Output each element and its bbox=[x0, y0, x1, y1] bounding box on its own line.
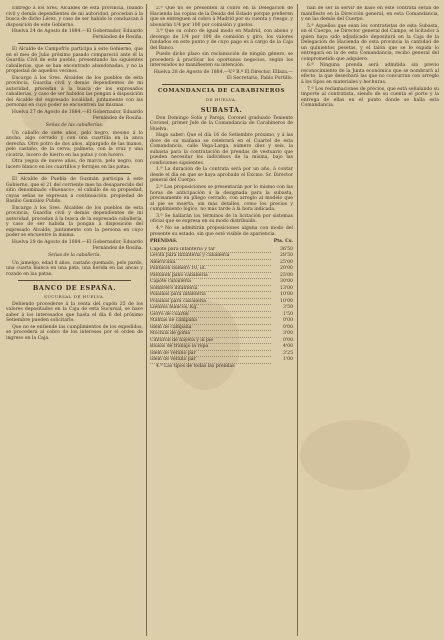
price-item: Levita para infantería y caballería bbox=[150, 253, 271, 260]
column-rule bbox=[297, 4, 298, 636]
price-value: 10'00 bbox=[280, 298, 293, 304]
paragraph: Encargo á los Sres. Alcaldes de los pueblos de esta provincia, Guardia civil y demás dependientes de mi autoridad, procedan á la busca de la expresada caballería, y caso de ser habida la pongan á disposición del expresado Alcalde, juntamente con la persona en cuyo poder se encuentre la misma. bbox=[6, 205, 143, 239]
separator bbox=[18, 43, 131, 44]
price-value: 25'00 bbox=[280, 272, 293, 278]
paragraph: Puedo dicho plazo sin reclamación de ningún género, se procederá á practicar los oportunos negocios, según los interesados no manifiesten su intención. bbox=[150, 52, 293, 69]
price-value: 0'00 bbox=[282, 324, 293, 330]
price-value: 30'00 bbox=[280, 279, 293, 284]
paragraph: 6.ª Ninguna prenda será admitida sin previo reconocimiento de la Junta económica que se nombrará al efecto, la que desechará las que no concurran con arreglo á los tipos en materiales y hechuras. bbox=[301, 63, 439, 85]
paragraph: 3.ª Se hallarán los términos de la licitación por sistemas oficial que se expresa en su modo distribuido. bbox=[150, 213, 293, 225]
price-item: Polainas para infantería bbox=[150, 292, 271, 299]
price-item: Pantalón número 10, id. bbox=[150, 266, 271, 273]
column-right bbox=[301, 6, 439, 636]
price-item: Idem de verano par bbox=[150, 351, 271, 358]
signature: Huelva 28 de Agosto de 1884.—V.º B.º El Director, Ellaza.—El Secretario, Pablo Portillo. bbox=[153, 70, 293, 81]
column-right-inner bbox=[301, 6, 439, 110]
price-value: 36'50 bbox=[280, 246, 293, 252]
paragraph: Otra yegua de nueve años, de marca, pelo negro, con lucero blanco en los cuartillos y ferrajes en las patas. bbox=[6, 159, 143, 170]
price-item: Capote caballería bbox=[150, 279, 271, 286]
column-rule bbox=[146, 4, 147, 636]
price-item: Mantas de campaña bbox=[150, 318, 271, 325]
paragraph: Debiendo procederse á la venta del cupón 25 de los valores depositados en la Caja de esta Sucursal, se hace saber á los interesados que hasta el día 6 del próximo Setiembre pueden solicitarlo. bbox=[6, 301, 143, 324]
paragraph: 4.ª Las tipos de todas las prendas bbox=[156, 363, 235, 369]
paragraph: han de ser la servir de base en este contrata serán de manifiesto en la Dirección general, en esta Comandancia, y en las demás del Cuerpo. bbox=[301, 6, 439, 22]
price-header-amount: Pts. Cs. bbox=[273, 239, 293, 244]
paragraph: Entregó á los Sres. Alcaldes de esta provincia, (bando civil y demás dependientes de mi autoridad, procedan á la busca de dicho Lérez, y caso de ser habido lo conduzcan á disposición de este Gobierno. bbox=[6, 6, 143, 28]
paragraph: Hago saber: Que el día 16 de Setiembre próximo, y á las doce de su mañana se celebrará en el Cuartel de esta Comandancia, calle Vega-Larga, número diez y seis, la subasta para la contratación de prendas de vestuario que pueden necesitar los individuos de la misma, bajo las condiciones siguientes. bbox=[150, 133, 293, 166]
paragraph: Un caballo de siete años, pelo negro, mesino á lo ancho, algo cerrado y con una cuartilla en la anca derecha. Otro potro de dos años, alpargado de las manos, pelo castaño, de la cerva, palmeta, con la cruz y una cicatriz, lucero de hierro en las patas y con lucero. bbox=[6, 130, 143, 158]
price-item: Idem de campaña bbox=[150, 325, 271, 332]
section-subtitle: Señas de las caballerías. bbox=[45, 123, 104, 129]
price-value: 3'50 bbox=[282, 305, 293, 310]
price-list bbox=[150, 247, 293, 364]
paragraph: 7.ª Los reclamaciones de precios, que está señalando su importe al contratista, siendo de su cuenta el porte y la entrega de ellas en el punto donde se halla esta Comandancia. bbox=[301, 86, 439, 109]
signature: Huelva 27 de Agosto de 1884.—El Gobernador, Eduardo Fernández de Rosiña. bbox=[11, 110, 143, 121]
section-subheading: DE HUELVA. bbox=[205, 97, 238, 103]
signature: Huelva 28 de Agosto de 1884.—El Gobernador, Eduardo Fernández de Rosiña. bbox=[11, 240, 143, 251]
price-item: Mochila de goma bbox=[150, 331, 271, 338]
separator bbox=[18, 173, 131, 174]
price-item: Capote para infantería y tar bbox=[150, 247, 271, 254]
price-value: 28'50 bbox=[280, 253, 293, 258]
price-item: Gorro de cuartel bbox=[150, 312, 271, 319]
column-middle bbox=[150, 6, 293, 636]
signature: Huelva 24 de Agosto de 1884.—El Gobernador, Eduardo Fernández de Rosiña. bbox=[11, 29, 143, 40]
column-right-split bbox=[301, 6, 439, 110]
price-value: 1'00 bbox=[282, 357, 293, 362]
price-table-header bbox=[150, 239, 293, 245]
paragraph: El Alcalde de Puebla de Guzmán participa á este Gobierno, que el 21 del corriente mes ha desaparecido del sitio denominado «Buenaco», el caballo de su propiedad, cuyas señas se expresan á continuación, propiedad de Basilio González Pulido. bbox=[6, 177, 143, 205]
paragraph: El Alcalde de Campofrío participa á este Gobierno, que en el mes de Julio próximo pasado compareció ante él la Guardia Civil de este pueblo, presentando las siguientes caballerías, que se han encontrado abandonadas, y no la propiedad de aquellos vecinos. bbox=[6, 47, 143, 75]
paragraph: Que no se entiende las cumplimientos de los expedidos, se procederá al cobro de los intereses por el orden de ingreso en la Caja. bbox=[6, 324, 143, 341]
price-item: Idem de verano par bbox=[150, 357, 271, 364]
price-item: Blusas de trabajo la ropa bbox=[150, 344, 271, 351]
paragraph: Don Domingo Solís y Pareja, Coronel graduado Teniente Coronel, primer Jefe de la Comandancia de Carabineros de Huelva. bbox=[150, 115, 293, 132]
price-value: 1'50 bbox=[282, 311, 293, 317]
column-left bbox=[6, 6, 143, 636]
price-value: 0'00 bbox=[282, 318, 293, 323]
price-value: 13'00 bbox=[280, 285, 293, 291]
paragraph: 4.ª No se admitirán proposiciones alguna con modo del presente su estado, sin que esté visible de apariencia. bbox=[150, 226, 293, 237]
price-item: Polainas para caballería bbox=[150, 299, 271, 306]
price-value: 3'25 bbox=[282, 350, 293, 356]
section-subheading: SUCURSAL DE HUELVA. bbox=[44, 294, 105, 300]
separator bbox=[162, 84, 281, 85]
paragraph: 5.ª Aquellos que sean los contratistas de esta Subasta, en el Cuerpo, se Director general del Campo, el licitador á quien haya sido adjudicado depositará en la Caja de la Delegación de Hacienda de esta provincia la cantidad de un quinientos pesetas, y el talón que se le expida lo entregará en la de esta Comandancia, recibo general del comprometido que adquiere. bbox=[301, 23, 439, 62]
price-value: 20'00 bbox=[280, 266, 293, 271]
paragraph: Un jamelgo, edad 8 años, castaño quemado, pelo pardo, una cuarta blanca en una pata, una herida en las ancas y rozado en las patas. bbox=[6, 260, 143, 277]
price-item: Americana. bbox=[150, 260, 271, 267]
paragraph: 1.ª La duración de la contrata será por un año, á contar desde el día en que se haya aprobado el Excmo. Sr. Director general del Cuerpo. bbox=[150, 167, 293, 184]
paragraph: Encargo á los Sres. Alcaldes de los pueblos de esta provincia, Guardia civil y demás dependientes de mi autoridad, procedan á la busca de los expresados caballerías, y caso de ser habidos las pongan á disposición del Alcalde del expresado localidad, juntamente con las personas en cuyo poder se encuentren las mismas. bbox=[6, 75, 143, 109]
paragraph: 2.ª Que no se presenten al cobro en la Delegación de Hacienda las copias de la Deuda del Estado porque prefieren que se entreguen al cobro á Madrid por su cuenta y riesgo, y abonarán 1/4 por 100 por comisión y gastos. bbox=[150, 6, 293, 28]
price-value: 3'00 bbox=[282, 331, 293, 336]
section-heading: COMANDANCIA DE CARABINEROS bbox=[157, 88, 286, 95]
section-heading: BANCO DE ESPAÑA. bbox=[32, 284, 117, 293]
separator bbox=[18, 280, 131, 281]
price-item: Lienzos blancos. Kg. bbox=[150, 305, 271, 312]
section-subtitle: Señas de la caballería. bbox=[48, 253, 101, 259]
price-value: 25'00 bbox=[280, 259, 293, 265]
price-value: 4'00 bbox=[282, 344, 293, 349]
price-item: Sombrero infantería bbox=[150, 286, 271, 293]
paragraph: 3.ª Que su cobro de igual modo en Madrid, con abono y devengo de 1/4 por 100 de comisión y giro, los valores fundados en este punto y de cuyo pago es á cargo de la Caja del Banco. bbox=[150, 29, 293, 51]
price-value: 10'00 bbox=[280, 292, 293, 297]
price-item: Pantalón paño caballería bbox=[150, 273, 271, 280]
paragraph: 2.ª Las proposiciones se presentarán por lo mismo con las horas de anticipación á la designada para la subasta, precisamente en pliego cerrado, con arreglo al modelo que al pie se inserta, sin más detalles, como los precios y cumplimiento lógico, no más tarde á la hora indicada. bbox=[150, 185, 293, 213]
price-header-item: PRENDAS. bbox=[150, 239, 178, 244]
section-heading: SUBASTA. bbox=[200, 105, 243, 114]
price-value: 0'00 bbox=[282, 337, 293, 343]
price-item: Cinturón de bayeta y al pie bbox=[150, 338, 271, 345]
